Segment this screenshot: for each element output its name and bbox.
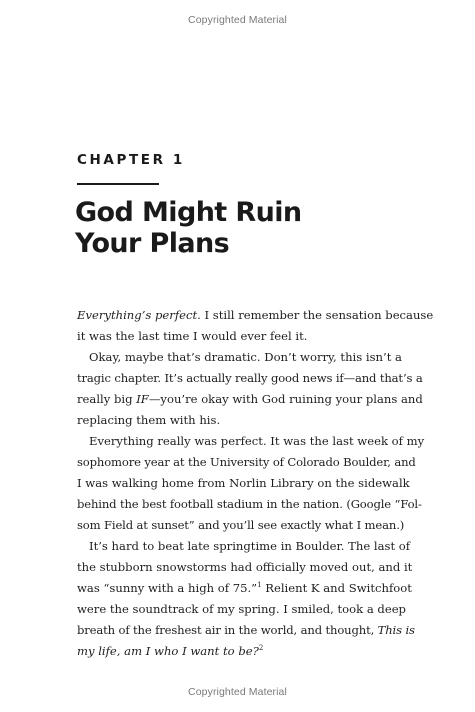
body-line: It’s hard to beat late springtime in Boulder. The last of <box>89 539 411 553</box>
body-text-run: was “sunny with a high of 75.” <box>77 581 258 595</box>
italic-text: Everything’s perfect. <box>77 308 201 322</box>
body-text-run: I still remember the sensation because <box>200 308 434 322</box>
chapter-divider <box>77 183 159 185</box>
italic-text: IF <box>136 392 149 406</box>
body-text-run: —you’re okay with God ruining your plans and <box>148 392 423 406</box>
chapter-body <box>77 305 434 662</box>
body-text-run: Relient K and Switchfoot <box>261 581 412 595</box>
chapter-title <box>75 197 302 259</box>
body-line <box>77 620 415 641</box>
body-line <box>77 641 401 662</box>
body-line <box>77 305 434 326</box>
footnote-marker: 2 <box>258 644 264 652</box>
body-line: replacing them with his. <box>77 413 221 427</box>
body-line: the stubborn snowstorms had officially moved out, and it <box>77 560 413 574</box>
copyright-watermark-top: Copyrighted Material <box>188 14 287 26</box>
body-line: behind the best football stadium in the nation. (Google “Fol- <box>77 497 422 511</box>
chapter-title-line-2: Your Plans <box>75 228 230 259</box>
italic-text: my life, am I who I want to be? <box>77 644 259 658</box>
body-line: tragic chapter. It’s actually really good news if—and that’s a <box>77 371 423 385</box>
body-line <box>77 578 412 599</box>
body-line: som Field at sunset” and you’ll see exactly what I mean.) <box>77 518 405 532</box>
body-text-run: really big <box>77 392 137 406</box>
body-line: it was the last time I would ever feel it. <box>77 329 308 343</box>
chapter-label: CHAPTER 1 <box>77 152 185 168</box>
body-line <box>77 389 423 410</box>
footnote-marker: 1 <box>257 581 262 589</box>
body-line: sophomore year at the University of Colorado Boulder, and <box>77 455 416 469</box>
copyright-watermark-bottom: Copyrighted Material <box>188 686 287 698</box>
body-line: Everything really was perfect. It was the last week of my <box>89 434 425 448</box>
body-line: were the soundtrack of my spring. I smiled, took a deep <box>77 602 406 616</box>
body-line: I was walking home from Norlin Library on the sidewalk <box>77 476 410 490</box>
chapter-title-line-1: God Might Ruin <box>75 197 302 228</box>
body-text-run: breath of the freshest air in the world, and thought, <box>77 623 378 637</box>
italic-text: This is <box>377 623 415 637</box>
body-line: Okay, maybe that’s dramatic. Don’t worry, this isn’t a <box>89 350 402 364</box>
